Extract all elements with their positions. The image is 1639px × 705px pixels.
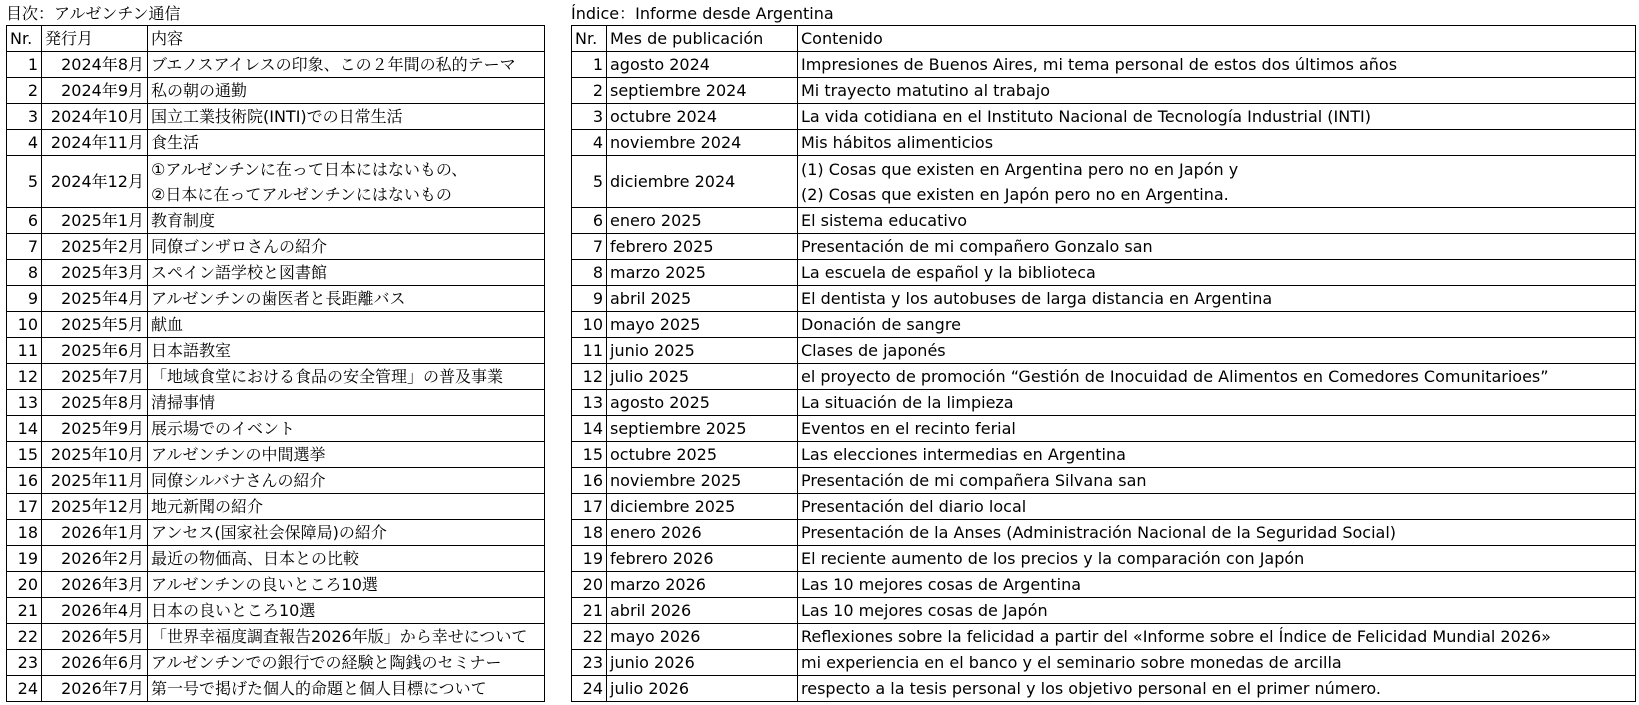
row-content	[798, 494, 1636, 520]
row-month: 2024年11月	[42, 130, 148, 156]
row-number: 8	[572, 260, 607, 286]
row-month: octubre 2025	[607, 442, 798, 468]
row-month: enero 2026	[607, 520, 798, 546]
row-month: 2024年12月	[42, 156, 148, 208]
table-row	[7, 78, 545, 104]
row-content	[148, 364, 545, 390]
table-row	[572, 390, 1636, 416]
row-number: 24	[572, 676, 607, 702]
row-number: 3	[572, 104, 607, 130]
row-number: 21	[572, 598, 607, 624]
table-row	[7, 286, 545, 312]
row-content	[148, 520, 545, 546]
row-content	[148, 260, 545, 286]
table-row	[572, 338, 1636, 364]
row-content	[798, 130, 1636, 156]
row-number: 14	[7, 416, 42, 442]
spanish-index-table	[571, 25, 1636, 702]
row-month: marzo 2025	[607, 260, 798, 286]
row-month: 2024年10月	[42, 104, 148, 130]
row-content	[148, 468, 545, 494]
row-content	[148, 546, 545, 572]
row-month: 2026年6月	[42, 650, 148, 676]
content-line: (2) Cosas que existen en Japón pero no en Argentina.	[801, 184, 1229, 204]
row-number: 17	[7, 494, 42, 520]
table-row	[7, 598, 545, 624]
row-month: abril 2025	[607, 286, 798, 312]
content-line: アルゼンチンでの銀行での経験と陶銭のセミナー	[151, 653, 502, 672]
row-content	[148, 52, 545, 78]
row-number: 20	[572, 572, 607, 598]
row-month: 2025年12月	[42, 494, 148, 520]
row-number: 22	[572, 624, 607, 650]
content-line: 同僚シルバナさんの紹介	[151, 471, 326, 490]
row-content	[798, 520, 1636, 546]
content-line: Reflexiones sobre la felicidad a partir del «Informe sobre el Índice de Felicidad Mundial 2026»	[801, 627, 1551, 646]
content-line: アルゼンチンの中間選挙	[151, 445, 326, 464]
table-row	[7, 104, 545, 130]
header-month: Mes de publicación	[607, 26, 798, 52]
row-content	[798, 598, 1636, 624]
row-number: 18	[7, 520, 42, 546]
content-line: mi experiencia en el banco y el seminario sobre monedas de arcilla	[801, 653, 1342, 672]
content-line: 最近の物価高、日本との比較	[151, 549, 360, 568]
content-line: El sistema educativo	[801, 211, 968, 230]
row-content	[148, 286, 545, 312]
row-content	[798, 416, 1636, 442]
table-row	[7, 234, 545, 260]
content-line: 同僚ゴンザロさんの紹介	[151, 237, 328, 256]
table-row	[572, 572, 1636, 598]
row-month: 2025年2月	[42, 234, 148, 260]
content-line: La vida cotidiana en el Instituto Nacional de Tecnología Industrial (INTI)	[801, 107, 1371, 126]
row-content	[148, 598, 545, 624]
row-content	[148, 494, 545, 520]
row-month: junio 2026	[607, 650, 798, 676]
header-nr: Nr.	[7, 26, 42, 52]
content-line: Donación de sangre	[801, 315, 961, 334]
row-month: noviembre 2025	[607, 468, 798, 494]
row-month: 2026年2月	[42, 546, 148, 572]
content-line: ブエノスアイレスの印象、この２年間の私的テーマ	[151, 55, 516, 74]
row-content	[798, 208, 1636, 234]
table-row	[7, 546, 545, 572]
row-month: 2026年4月	[42, 598, 148, 624]
row-content	[148, 338, 545, 364]
row-number: 20	[7, 572, 42, 598]
content-line: el proyecto de promoción “Gestión de Inocuidad de Alimentos en Comedores Comunitarioes”	[801, 367, 1549, 386]
table-row	[572, 494, 1636, 520]
table-row	[572, 234, 1636, 260]
table-row	[572, 650, 1636, 676]
table-row	[7, 156, 545, 208]
japanese-index-title: 目次：アルゼンチン通信	[6, 4, 181, 23]
row-number: 13	[7, 390, 42, 416]
content-line: 食生活	[151, 133, 200, 152]
table-row	[7, 208, 545, 234]
spanish-index-title: Índice：Informe desde Argentina	[571, 4, 834, 23]
content-line: アルゼンチンの歯医者と長距離バス	[151, 289, 406, 308]
row-month: 2025年9月	[42, 416, 148, 442]
row-content	[798, 156, 1636, 208]
row-content	[148, 676, 545, 702]
row-number: 18	[572, 520, 607, 546]
row-content	[148, 442, 545, 468]
content-line: Las 10 mejores cosas de Japón	[801, 601, 1048, 620]
content-line: 清掃事情	[151, 393, 216, 412]
content-line: El dentista y los autobuses de larga distancia en Argentina	[801, 289, 1273, 308]
spanish-index-body	[572, 26, 1636, 702]
row-number: 6	[7, 208, 42, 234]
row-month: 2026年3月	[42, 572, 148, 598]
row-month: 2026年1月	[42, 520, 148, 546]
content-line: respecto a la tesis personal y los objetivo personal en el primer número.	[801, 679, 1382, 698]
table-header-row	[572, 26, 1636, 52]
row-number: 7	[7, 234, 42, 260]
row-month: noviembre 2024	[607, 130, 798, 156]
table-row	[572, 312, 1636, 338]
row-content	[798, 234, 1636, 260]
row-month: 2025年3月	[42, 260, 148, 286]
table-row	[7, 676, 545, 702]
row-month: 2025年8月	[42, 390, 148, 416]
row-month: febrero 2025	[607, 234, 798, 260]
row-number: 5	[572, 156, 607, 208]
table-row	[572, 208, 1636, 234]
row-number: 5	[7, 156, 42, 208]
row-number: 23	[7, 650, 42, 676]
row-number: 10	[572, 312, 607, 338]
content-line: 地元新聞の紹介	[151, 497, 264, 516]
row-content	[148, 650, 545, 676]
content-line: La situación de la limpieza	[801, 393, 1014, 412]
row-number: 12	[572, 364, 607, 390]
table-row	[7, 338, 545, 364]
row-content	[148, 234, 545, 260]
content-line: Presentación del diario local	[801, 497, 1027, 516]
row-content	[798, 78, 1636, 104]
row-content	[798, 338, 1636, 364]
japanese-index-table	[6, 25, 545, 702]
row-month: 2025年5月	[42, 312, 148, 338]
table-row	[572, 442, 1636, 468]
row-content	[798, 468, 1636, 494]
row-month: 2025年6月	[42, 338, 148, 364]
row-month: 2026年5月	[42, 624, 148, 650]
row-number: 4	[7, 130, 42, 156]
content-line: アルゼンチンの良いところ10選	[151, 575, 378, 594]
table-row	[7, 572, 545, 598]
row-month: 2025年10月	[42, 442, 148, 468]
content-line: ②日本に在ってアルゼンチンにはないもの	[151, 184, 452, 204]
content-line: La escuela de español y la biblioteca	[801, 263, 1096, 282]
row-month: 2025年7月	[42, 364, 148, 390]
table-row	[572, 676, 1636, 702]
row-content	[798, 572, 1636, 598]
content-line: El reciente aumento de los precios y la comparación con Japón	[801, 549, 1305, 568]
table-row	[7, 442, 545, 468]
row-number: 19	[572, 546, 607, 572]
content-line: 日本語教室	[151, 341, 232, 360]
content-line: スペイン語学校と図書館	[151, 263, 328, 282]
content-line: Presentación de mi compañero Gonzalo san	[801, 237, 1153, 256]
table-row	[572, 156, 1636, 208]
content-line: Las elecciones intermedias en Argentina	[801, 445, 1126, 464]
table-row	[7, 416, 545, 442]
content-line: 「世界幸福度調査報告2026年版」から幸せについて	[151, 627, 528, 646]
row-content	[148, 208, 545, 234]
row-month: 2024年8月	[42, 52, 148, 78]
japanese-index-section	[6, 3, 545, 702]
content-line: ①アルゼンチンに在って日本にはないもの、	[151, 159, 468, 179]
content-line: Mi trayecto matutino al trabajo	[801, 81, 1050, 100]
row-content	[148, 78, 545, 104]
table-row	[7, 390, 545, 416]
row-content	[798, 312, 1636, 338]
table-row	[572, 416, 1636, 442]
row-month: septiembre 2024	[607, 78, 798, 104]
row-content	[148, 156, 545, 208]
content-line: 「地域食堂における食品の安全管理」の普及事業	[151, 367, 504, 386]
content-line: Eventos en el recinto ferial	[801, 419, 1016, 438]
content-line: アンセス(国家社会保障局)の紹介	[151, 523, 387, 542]
content-line: 教育制度	[151, 211, 216, 230]
japanese-index-body	[7, 26, 545, 702]
content-line: Mis hábitos alimenticios	[801, 133, 994, 152]
row-number: 7	[572, 234, 607, 260]
row-number: 1	[572, 52, 607, 78]
row-number: 23	[572, 650, 607, 676]
row-month: septiembre 2025	[607, 416, 798, 442]
table-row	[572, 78, 1636, 104]
row-month: 2024年9月	[42, 78, 148, 104]
row-number: 11	[7, 338, 42, 364]
table-row	[7, 52, 545, 78]
row-content	[148, 390, 545, 416]
row-content	[148, 104, 545, 130]
content-line: Presentación de mi compañera Silvana san	[801, 471, 1147, 490]
row-number: 3	[7, 104, 42, 130]
row-number: 22	[7, 624, 42, 650]
table-row	[7, 260, 545, 286]
content-line: Clases de japonés	[801, 341, 946, 360]
table-row	[7, 624, 545, 650]
row-number: 21	[7, 598, 42, 624]
row-month: 2025年4月	[42, 286, 148, 312]
row-month: 2025年1月	[42, 208, 148, 234]
row-number: 13	[572, 390, 607, 416]
table-row	[572, 286, 1636, 312]
row-content	[798, 52, 1636, 78]
header-content: Contenido	[798, 26, 1636, 52]
table-row	[572, 546, 1636, 572]
table-row	[572, 520, 1636, 546]
row-month: julio 2025	[607, 364, 798, 390]
content-line: 国立工業技術院(INTI)での日常生活	[151, 107, 403, 126]
content-line: Presentación de la Anses (Administración Nacional de la Seguridad Social)	[801, 523, 1397, 542]
header-content: 内容	[148, 26, 545, 52]
row-content	[798, 442, 1636, 468]
row-number: 9	[572, 286, 607, 312]
row-number: 14	[572, 416, 607, 442]
header-month: 発行月	[42, 26, 148, 52]
table-row	[572, 624, 1636, 650]
header-nr: Nr.	[572, 26, 607, 52]
row-content	[798, 364, 1636, 390]
row-month: octubre 2024	[607, 104, 798, 130]
content-line: 献血	[151, 315, 184, 334]
row-number: 8	[7, 260, 42, 286]
spanish-index-section	[571, 3, 1636, 702]
row-month: agosto 2024	[607, 52, 798, 78]
row-month: abril 2026	[607, 598, 798, 624]
row-month: julio 2026	[607, 676, 798, 702]
row-content	[148, 572, 545, 598]
row-number: 19	[7, 546, 42, 572]
row-number: 10	[7, 312, 42, 338]
table-row	[572, 364, 1636, 390]
row-month: 2026年7月	[42, 676, 148, 702]
row-content	[148, 624, 545, 650]
content-line: 日本の良いところ10選	[151, 601, 316, 620]
row-month: marzo 2026	[607, 572, 798, 598]
row-number: 12	[7, 364, 42, 390]
table-row	[7, 468, 545, 494]
row-number: 1	[7, 52, 42, 78]
row-month: agosto 2025	[607, 390, 798, 416]
table-row	[7, 312, 545, 338]
table-header-row	[7, 26, 545, 52]
row-number: 16	[7, 468, 42, 494]
row-number: 15	[572, 442, 607, 468]
row-number: 9	[7, 286, 42, 312]
table-row	[572, 598, 1636, 624]
row-number: 2	[7, 78, 42, 104]
table-row	[572, 130, 1636, 156]
row-number: 15	[7, 442, 42, 468]
row-content	[798, 260, 1636, 286]
row-content	[798, 676, 1636, 702]
content-line: (1) Cosas que existen en Argentina pero no en Japón y	[801, 159, 1239, 179]
row-number: 11	[572, 338, 607, 364]
row-number: 24	[7, 676, 42, 702]
table-row	[572, 52, 1636, 78]
table-row	[572, 260, 1636, 286]
table-row	[7, 650, 545, 676]
table-row	[7, 130, 545, 156]
table-row	[572, 104, 1636, 130]
content-line: 第一号で掲げた個人的命題と個人目標について	[151, 679, 487, 698]
row-number: 17	[572, 494, 607, 520]
table-row	[572, 468, 1636, 494]
row-number: 6	[572, 208, 607, 234]
row-number: 2	[572, 78, 607, 104]
row-month: febrero 2026	[607, 546, 798, 572]
content-line: 私の朝の通勤	[151, 81, 248, 100]
row-month: 2025年11月	[42, 468, 148, 494]
table-row	[7, 520, 545, 546]
row-number: 4	[572, 130, 607, 156]
row-month: mayo 2026	[607, 624, 798, 650]
row-content	[798, 104, 1636, 130]
row-month: diciembre 2024	[607, 156, 798, 208]
content-line: 展示場でのイベント	[151, 419, 296, 438]
row-content	[798, 286, 1636, 312]
row-content	[798, 390, 1636, 416]
row-month: enero 2025	[607, 208, 798, 234]
row-month: mayo 2025	[607, 312, 798, 338]
row-content	[798, 546, 1636, 572]
row-month: junio 2025	[607, 338, 798, 364]
row-content	[148, 416, 545, 442]
table-row	[7, 364, 545, 390]
row-content	[148, 130, 545, 156]
table-row	[7, 494, 545, 520]
content-line: Las 10 mejores cosas de Argentina	[801, 575, 1082, 594]
row-number: 16	[572, 468, 607, 494]
row-content	[148, 312, 545, 338]
content-line: Impresiones de Buenos Aires, mi tema personal de estos dos últimos años	[801, 55, 1398, 74]
row-month: diciembre 2025	[607, 494, 798, 520]
row-content	[798, 624, 1636, 650]
row-content	[798, 650, 1636, 676]
